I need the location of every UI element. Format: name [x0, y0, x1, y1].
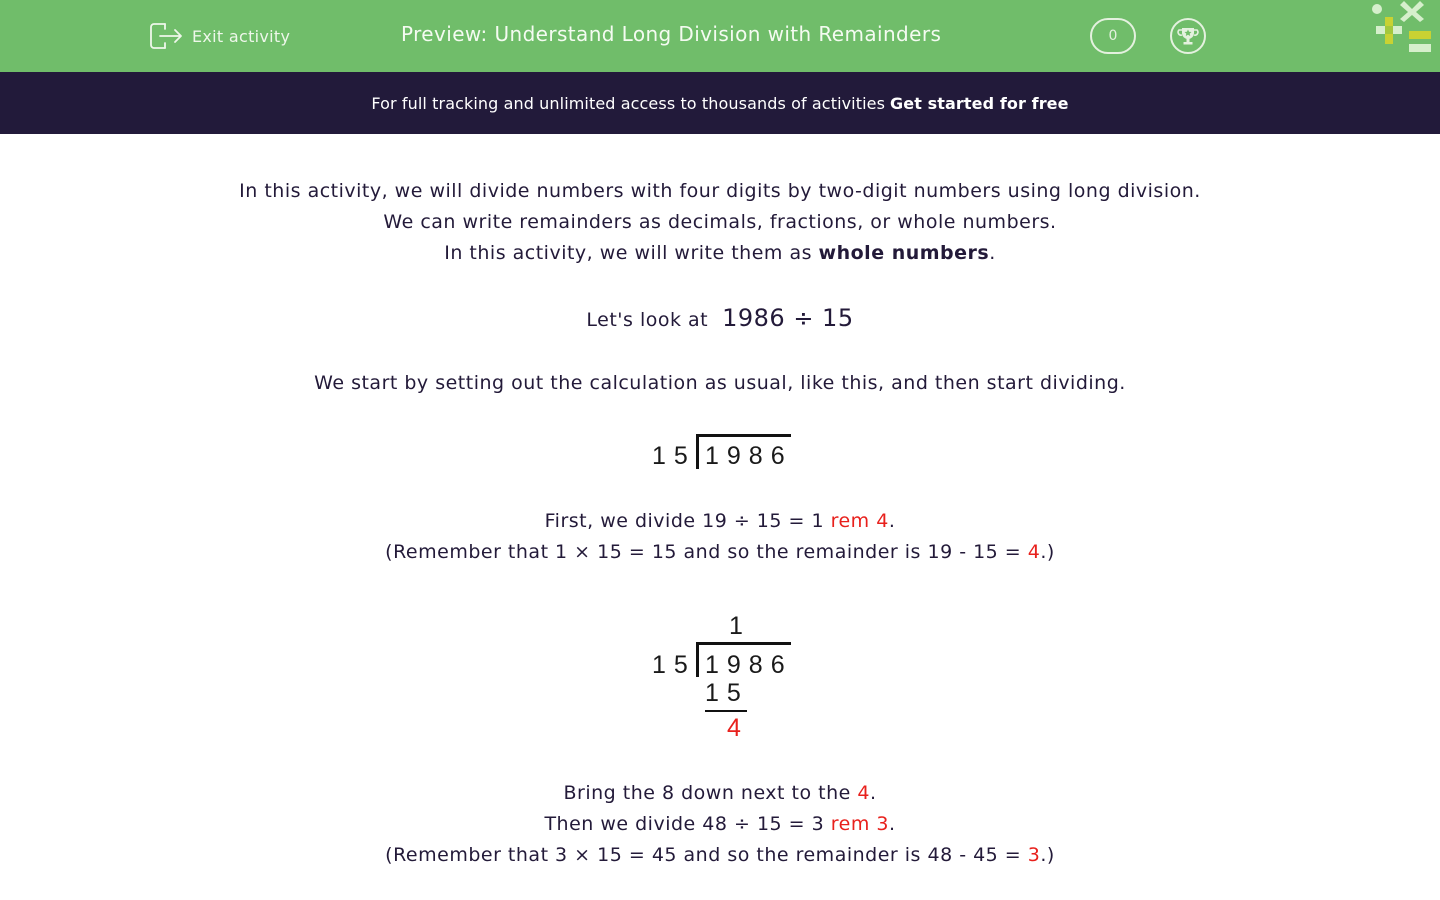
dividend: 1986 [705, 442, 793, 470]
dividend: 1986 [705, 651, 793, 679]
quotient: 1 [729, 612, 751, 640]
step2-line-2: Then we divide 48 ÷ 15 = 3 rem 3. [544, 813, 896, 835]
remainder-highlight: rem 4 [830, 510, 889, 532]
remainder-highlight: 4 [1027, 541, 1041, 563]
remainder-highlight: rem 3 [830, 813, 889, 835]
example-label: Let's look at [586, 309, 709, 331]
subtraction-line [705, 710, 747, 712]
score-value: 0 [1108, 28, 1118, 44]
exit-icon [149, 21, 183, 51]
trophy-button[interactable] [1170, 18, 1206, 54]
promo-banner [0, 72, 1440, 134]
step1-line-1: First, we divide 19 ÷ 15 = 1 rem 4. [544, 510, 896, 532]
page-title: Preview: Understand Long Division with Remainders [401, 22, 942, 46]
math-symbols-logo [1368, 0, 1440, 56]
get-started-link[interactable]: Get started for free [890, 93, 1069, 113]
step2-line-3: (Remember that 3 × 15 = 45 and so the remainder is 48 - 45 = 3.) [385, 844, 1055, 866]
top-bar [0, 0, 1440, 72]
intro-line-3: In this activity, we will write them as whole numbers. [444, 242, 996, 264]
whole-numbers-emphasis: whole numbers [818, 242, 990, 264]
intro-line-2: We can write remainders as decimals, fractions, or whole numbers. [383, 211, 1057, 233]
subtract-value: 15 [705, 679, 749, 707]
score-badge [1090, 18, 1136, 54]
division-vinculum [696, 434, 791, 437]
divisor: 15 [652, 651, 696, 679]
step1-line-2: (Remember that 1 × 15 = 15 and so the remainder is 19 - 15 = 4.) [385, 541, 1055, 563]
example-expression: 1986 ÷ 15 [722, 304, 854, 332]
step2-line-1: Bring the 8 down next to the 4. [563, 782, 877, 804]
setup-text: We start by setting out the calculation as usual, like this, and then start dividing. [314, 372, 1126, 394]
exit-activity-button[interactable] [149, 20, 290, 52]
promo-text: For full tracking and unlimited access to thousands of activities [371, 93, 886, 113]
remainder-highlight: 4 [857, 782, 870, 804]
division-bracket [696, 643, 699, 677]
remainder-value: 4 [727, 714, 749, 742]
example-line [0, 304, 1440, 332]
division-vinculum [696, 642, 791, 645]
division-bracket [696, 435, 699, 469]
long-division-diagram-2 [650, 610, 800, 750]
remainder-highlight: 3 [1027, 844, 1041, 866]
exit-activity-label: Exit activity [192, 26, 291, 46]
intro-line-1: In this activity, we will divide numbers with four digits by two-digit numbers using long division. [239, 180, 1201, 202]
long-division-diagram-1 [650, 430, 800, 480]
trophy-icon [1177, 25, 1199, 47]
divisor: 15 [652, 442, 696, 470]
